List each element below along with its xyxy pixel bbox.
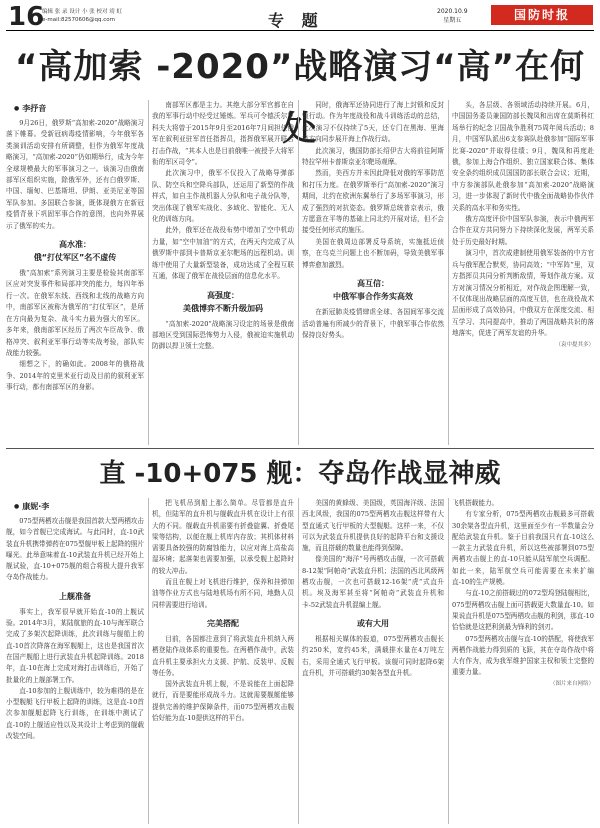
article1-column-1 <box>6 100 144 445</box>
subhead-line: 或有大用 <box>357 618 389 628</box>
date-line: 2020.10.9 <box>437 8 468 15</box>
subhead-line: 高水准： <box>59 240 91 250</box>
paragraph: 而且在舰上对飞机进行维护，保养和挂弹加油等作业方式也与陆地机场有所不同，地勤人员同样需要进行培训。 <box>152 578 294 609</box>
column-divider <box>148 100 149 445</box>
article-divider <box>6 448 594 449</box>
article1-author: ● 李抒音 <box>6 100 144 118</box>
article1-headline: “高加索 -2020”战略演习“高”在何处 <box>15 47 585 149</box>
article1-column-4 <box>452 100 594 445</box>
paragraph: “高加索-2020”战略演习设定的场景是俄南部地区受到国际恐怖势力入侵，俄被迫实施机动防御以捍卫领土完整。 <box>152 319 294 351</box>
article1-column-3 <box>302 100 444 445</box>
page-number: 16 <box>8 2 45 32</box>
paragraph: 南部军区都是主力。其绝大部分军官都在自我的军事行动中经受过锤炼。军兵可令德沃尔尼科夫大将曾于2015年9月至2016年7月间担任俄军在叙利亚驻军首任指挥员，指挥俄军展开联合打击作战，“其本人也是目前俄唯一被授予大将军衔的军区司令”。 <box>152 101 294 167</box>
paragraph: 根据相关媒体的报道，075型两栖攻击舰长约250米，宽约45米，满载排水量在4万吨左右，采用全通式飞行甲板。该舰可同时起降6架直升机，并可搭载约30架各型直升机。 <box>302 634 444 677</box>
paragraph: 075型两栖攻击舰与直-10的搭配，将使我军两栖作战能力得到质的飞跃，其在夺岛作战中将大有作为，成为我军维护国家主权和领土完整的重要力量。 <box>452 634 594 677</box>
column-divider <box>448 498 449 824</box>
paragraph: 此次演习中，俄军不仅投入了战略导弹部队、防空兵和空降兵部队，还运用了新型的作战样式，如自主作战机器人分队和电子战分队等，突出体现了俄军实战化、多域化、智能化、无人化的训练方向。 <box>152 169 294 224</box>
article2-signature: （图片来自网络） <box>549 680 594 687</box>
editors-line: 编辑 张 录 设计 小 张 校对 靖 虹 <box>42 9 122 15</box>
article2-subhead-2 <box>152 617 294 630</box>
paragraph: 把飞机吊到船上那么简单。尽管都是直升机，但陆军的直升机与舰载直升机在设计上有很大的不同。舰载直升机需要有折叠旋翼、折叠尾梁等结构，以便在舰上机库内存放；其机体材料需要具备较强的防腐蚀能力，以应对海上高盐高湿环境；起落架也需要加强，以承受舰上起降时的较大冲击。 <box>152 499 294 575</box>
article2-column-3 <box>302 498 444 824</box>
paragraph: 9月26日，俄罗斯“高加索-2020”战略演习落下帷幕。受新冠病毒疫情影响，今年俄军各类演训活动安排有所调整，但作为俄军年度战略演习，“高加索-2020”仍如期举行，成为今年全球规模最大的军事演习之一。该演习由俄南部军区组织实施，除俄军外，还有白俄罗斯、中国、缅甸、巴基斯坦、伊朗、亚美尼亚等国军队参加。多国联合参演，既体现俄方在新冠疫情背景下巩固军事合作的意图，也向外界展示了俄军的实力。 <box>6 119 144 230</box>
article1-signature: （袁中提其多） <box>555 341 594 348</box>
weekday-line: 星期五 <box>443 17 462 24</box>
column-divider <box>298 498 299 824</box>
email-line: e-mail:82570606@qq.com <box>42 17 115 23</box>
paragraph: 飞机搭载能力。 <box>452 499 499 507</box>
editor-credits <box>42 8 122 24</box>
paragraph: 有专家分析，075型两栖攻击舰最多可搭载30余架各型直升机，这里面至少有一半数量会分配给武装直升机。鉴于目前我国只有直-10这么一款主力武装直升机，所以这些被部署到075型两栖攻击舰上的直-10只能从陆军航空兵调配。如此一来，陆军航空兵可能需要在未来扩编直-10的生产规模。 <box>452 510 594 587</box>
column-divider <box>448 100 449 445</box>
newspaper-masthead: 国防时报 <box>491 5 593 25</box>
paragraph: 事实上，我军很早就开始直-10的上舰试验。2014年3月，某陆航旅的直-10与海军联合完成了多架次起降训练，此次训练与舰船上的直-10首次降落在海军舰艇上，这也是我国首次在国产舰船上进行武装直升机起降训练。2018年，直-10在海上完成对海打击训练后，开始了批量化的上舰部署工作。 <box>6 607 144 684</box>
paragraph: 与直-10之前搭载过的072型坞登陆舰相比，075型两栖攻击舰上面可搭载更大数量直-10。如果说直升机是075型两栖攻击舰的利剑，那直-10恰恰就是这把利剑最为锋利的剑刃。 <box>452 589 594 632</box>
paragraph: 同时，俄海军还协同进行了海上封锁和反封锁行动。作为年度战役和战斗训练活动的总结，此次演习不仅持续了5天，还专门在黑海、里海等方向同步展开海上作战行动。 <box>302 101 444 144</box>
paragraph: 美国的黄蜂级、美国级，英国海洋级、法国西北风级，我国的075型两栖攻击舰这样带有大型直通式飞行甲板的大型舰艇。这样一来，不仅可以为武装直升机提供良好的起降平台和支援设施，而且搭载的数量也能得到保障。 <box>302 499 444 553</box>
article2-author: ● 康妮·李 <box>6 498 144 516</box>
article1-column-2 <box>152 100 294 445</box>
subhead-line: 完美搭配 <box>207 618 239 628</box>
paragraph: 此次演习，俄国防部长绍伊古大将前往阿斯特拉罕州卡普斯京亚尔靶场观摩。 <box>302 146 444 167</box>
article2-subhead-3 <box>302 617 444 630</box>
paragraph: 在新冠肺炎疫情肆虐全球、各国间军事交流活动普遍有所减少的背景下，中俄军事合作依然保持良好势头。 <box>302 308 444 339</box>
column-divider <box>148 498 149 824</box>
paragraph: 头，各层级、各领域活动持续开展。6月，中国国务委员兼国防部长魏凤和出席在莫斯科红场举行的纪念卫国战争胜利75周年阅兵活动；8月，中国军队派出6支参赛队赴俄参加“国际军事比赛-2020”并取得佳绩；9月，魏凤和再度赴俄，参加上海合作组织、独立国家联合体、集体安全条约组织成员国国防部长联合会议；近期，中方参演部队赴俄参加“高加索-2020”战略演习，进一步体现了新时代中俄全面战略协作伙伴关系的高水平和务实性。 <box>452 101 594 212</box>
paragraph: 目前，各国都注意到了将武装直升机纳入两栖登陆作战体系的重要性。在两栖作战中，武装直升机主要承担火力支援、护航、反装甲、反舰等任务。 <box>152 634 294 677</box>
paragraph: 俄“高加索”系列演习主要是检验其南部军区应对突发事件和局部冲突的能力，每四年举行一次。在俄军东线、西线和北线的战略方向中，南部军区被称为俄军的“打仗军区”，是所在方向最为复杂、战斗实力最为强大的军区。多年来，俄南部军区经历了两次车臣战争、俄格冲突、叙利亚军事行动等实战考验，部队实战能力较强。 <box>6 269 144 357</box>
paragraph: 像美国的“海洋”号两栖攻击舰，一次可搭载8-12架“阿帕奇”武装直升机；法国的西北风级两栖攻击舰，一次也可搭载12-16架“虎”式直升机。埃及海军甚至将“阿帕奇”武装直升机和卡-52武装直升机混编上舰。 <box>302 555 444 609</box>
paragraph: 直-10参加的上舰训练中，较为难得的是在小型舰艇飞行甲板上起降的训练，这是直-10首次参加舰艇起降飞行训练，在训练中测试了直-10的上舰适应性以及其设计上考虑到的舰载改装空间。 <box>6 686 144 741</box>
paragraph: 此外，俄军还在战役布势中增加了空中机动力量，如“空中加油”的方式，在两天内完成了从俄罗斯中部到卡普斯京亚尔靶场的远程机动。训练中使用了大量新型装备，成功达成了全程互联互通，体现了俄军在战役层面的信息化水平。 <box>152 226 294 281</box>
column-divider <box>298 100 299 445</box>
article2-headline: 直 -10+075 舰：夺岛作战显神威 <box>99 459 501 489</box>
article2-subhead-1 <box>6 590 144 603</box>
subhead-line: 美俄博弈不断升级加码 <box>183 303 263 313</box>
section-title: 专 题 <box>268 11 324 30</box>
article1-subhead-1 <box>6 238 144 264</box>
paragraph: 演习中，首次成建制使用俄军装备的中方官兵与俄军配合默契，协同高效；“中军阵”里，双方指挥员共同分析判断敌情，筹划作战方案。双方对演习情况分析相近，对作战企图理解一致，不仅体现出战略层面的高度互信，也在战役战术层面形成了高效协同，中俄双方在深度交流、相互学习、共同提高中，推动了两国战略共识的落地落实，促进了两军友谊的升华。 <box>452 249 594 338</box>
subhead-line: 高互信： <box>357 279 389 289</box>
article2-column-2 <box>152 498 294 824</box>
article1-subhead-3 <box>302 277 444 303</box>
paragraph: 俄方高度评价中国军队参演，表示中俄两军合作在双方共同努力下持续深化发展，两军关系处于历史最好时期。 <box>452 215 594 246</box>
subhead-line: 高强度： <box>207 290 239 300</box>
header-rule <box>6 30 594 31</box>
subhead-line: 俄“打仗军区”名不虚传 <box>33 253 117 263</box>
article2-column-4 <box>452 498 594 824</box>
article2-column-1 <box>6 498 144 824</box>
subhead-line: 中俄军事合作务实高效 <box>333 292 413 302</box>
article1-subhead-2 <box>152 289 294 315</box>
paragraph: 075型两栖攻击舰是我国首款大型两栖攻击舰，如今首舰已完成海试。与此同时，直-10武装直升机携带弹药在075型舰甲板上起降的照片曝光。此举意味着直-10武装直升机已经开始上舰试验，直-10+075舰的组合将极大提升我军夺岛作战能力。 <box>6 517 144 582</box>
paragraph: 然而，美西方并未因此降低对俄的军事防范和打压力度。在俄罗斯举行“高加索-2020”演习期间，北约在欧洲东翼举行了多场军事演习，形成了强烈的对抗姿态。俄罗斯总统普京表示，俄方愿意在平等的基础上同北约开展对话，但不会接受任何形式的施压。 <box>302 169 444 235</box>
paragraph: 细想之下，的确如此。2008年的俄格战争、2014年的克里米亚行动及目前的叙利亚军事行动，都有南部军区的身影。 <box>6 360 144 392</box>
paragraph: 美国在俄周边部署反导系统，实施抵近侦察，在乌克兰问题上也不断加码，导致美俄军事博弈愈加激烈。 <box>302 237 444 269</box>
subhead-line: 上舰准备 <box>59 591 91 601</box>
issue-date <box>437 7 468 25</box>
paragraph: 国外武装直升机上舰，不是说能在上面起降就行，而是要能形成战斗力。这就需要舰艇能够提供完善的维护保障条件，而075型两栖攻击舰恰好能为直-10提供这样的平台。 <box>152 680 294 723</box>
